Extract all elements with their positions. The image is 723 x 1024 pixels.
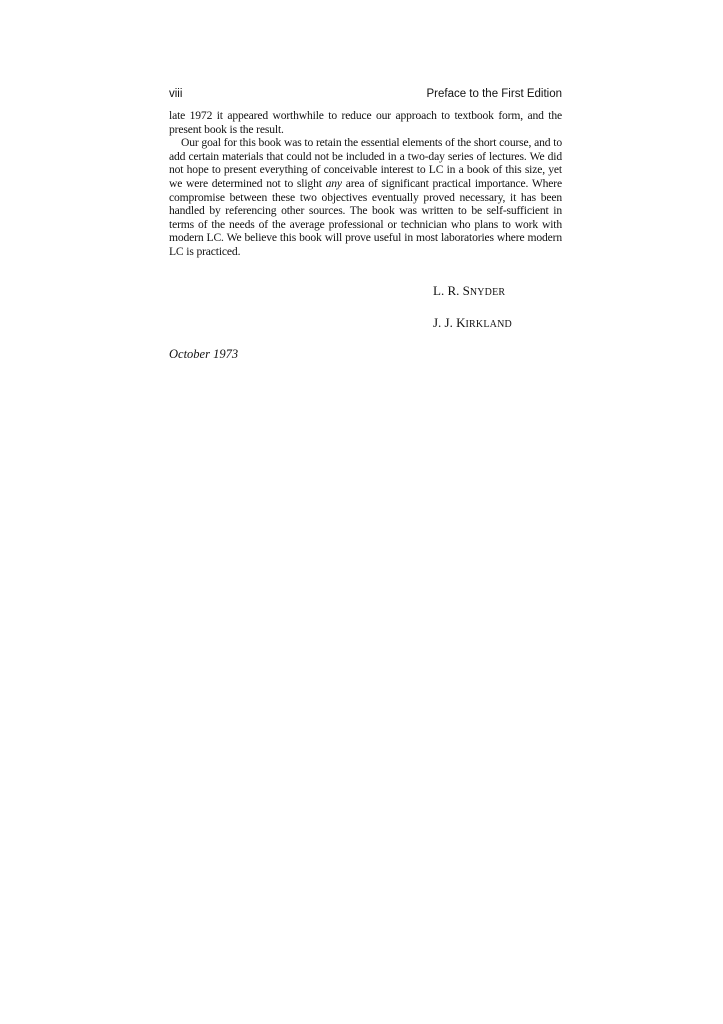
paragraph-goal-emphasis: any xyxy=(325,176,342,190)
signature-snyder xyxy=(433,283,505,301)
signature-kirkland-initials: J. J. K xyxy=(433,315,466,330)
running-section-title: Preface to the First Edition xyxy=(426,88,562,100)
paragraph-continuation: late 1972 it appeared worthwhile to reduce our approach to textbook form, and the present book is the result. xyxy=(169,109,562,136)
running-header xyxy=(169,86,562,102)
preface-body xyxy=(169,109,562,259)
signature-kirkland xyxy=(433,315,512,333)
signature-snyder-initials: L. R. S xyxy=(433,283,470,298)
preface-date: October 1973 xyxy=(169,347,239,361)
signature-kirkland-surname: IRKLAND xyxy=(465,319,512,330)
signature-snyder-surname: NYDER xyxy=(469,287,506,298)
page-number: viii xyxy=(169,88,183,100)
paragraph-goal-text-1: Our goal for this book was to retain the essential elements of the short course, and to add certain materials that could not be included in a two-day series of lectures. We did not hope to present everything of conceivable interest to LC in a book of this size, yet we were determined not to slight xyxy=(169,136,562,190)
paragraph-goal xyxy=(169,136,562,258)
paragraph-goal-text-2: area of significant practical importance. Where compromise between these two objectives eventually proved necessary, it has been handled by referencing other sources. The book was written to be self-sufficient in terms of the needs of the average professional or technician who plans to work with modern LC. We believe this book will prove useful in most laboratories where modern LC is practiced. xyxy=(169,176,562,258)
